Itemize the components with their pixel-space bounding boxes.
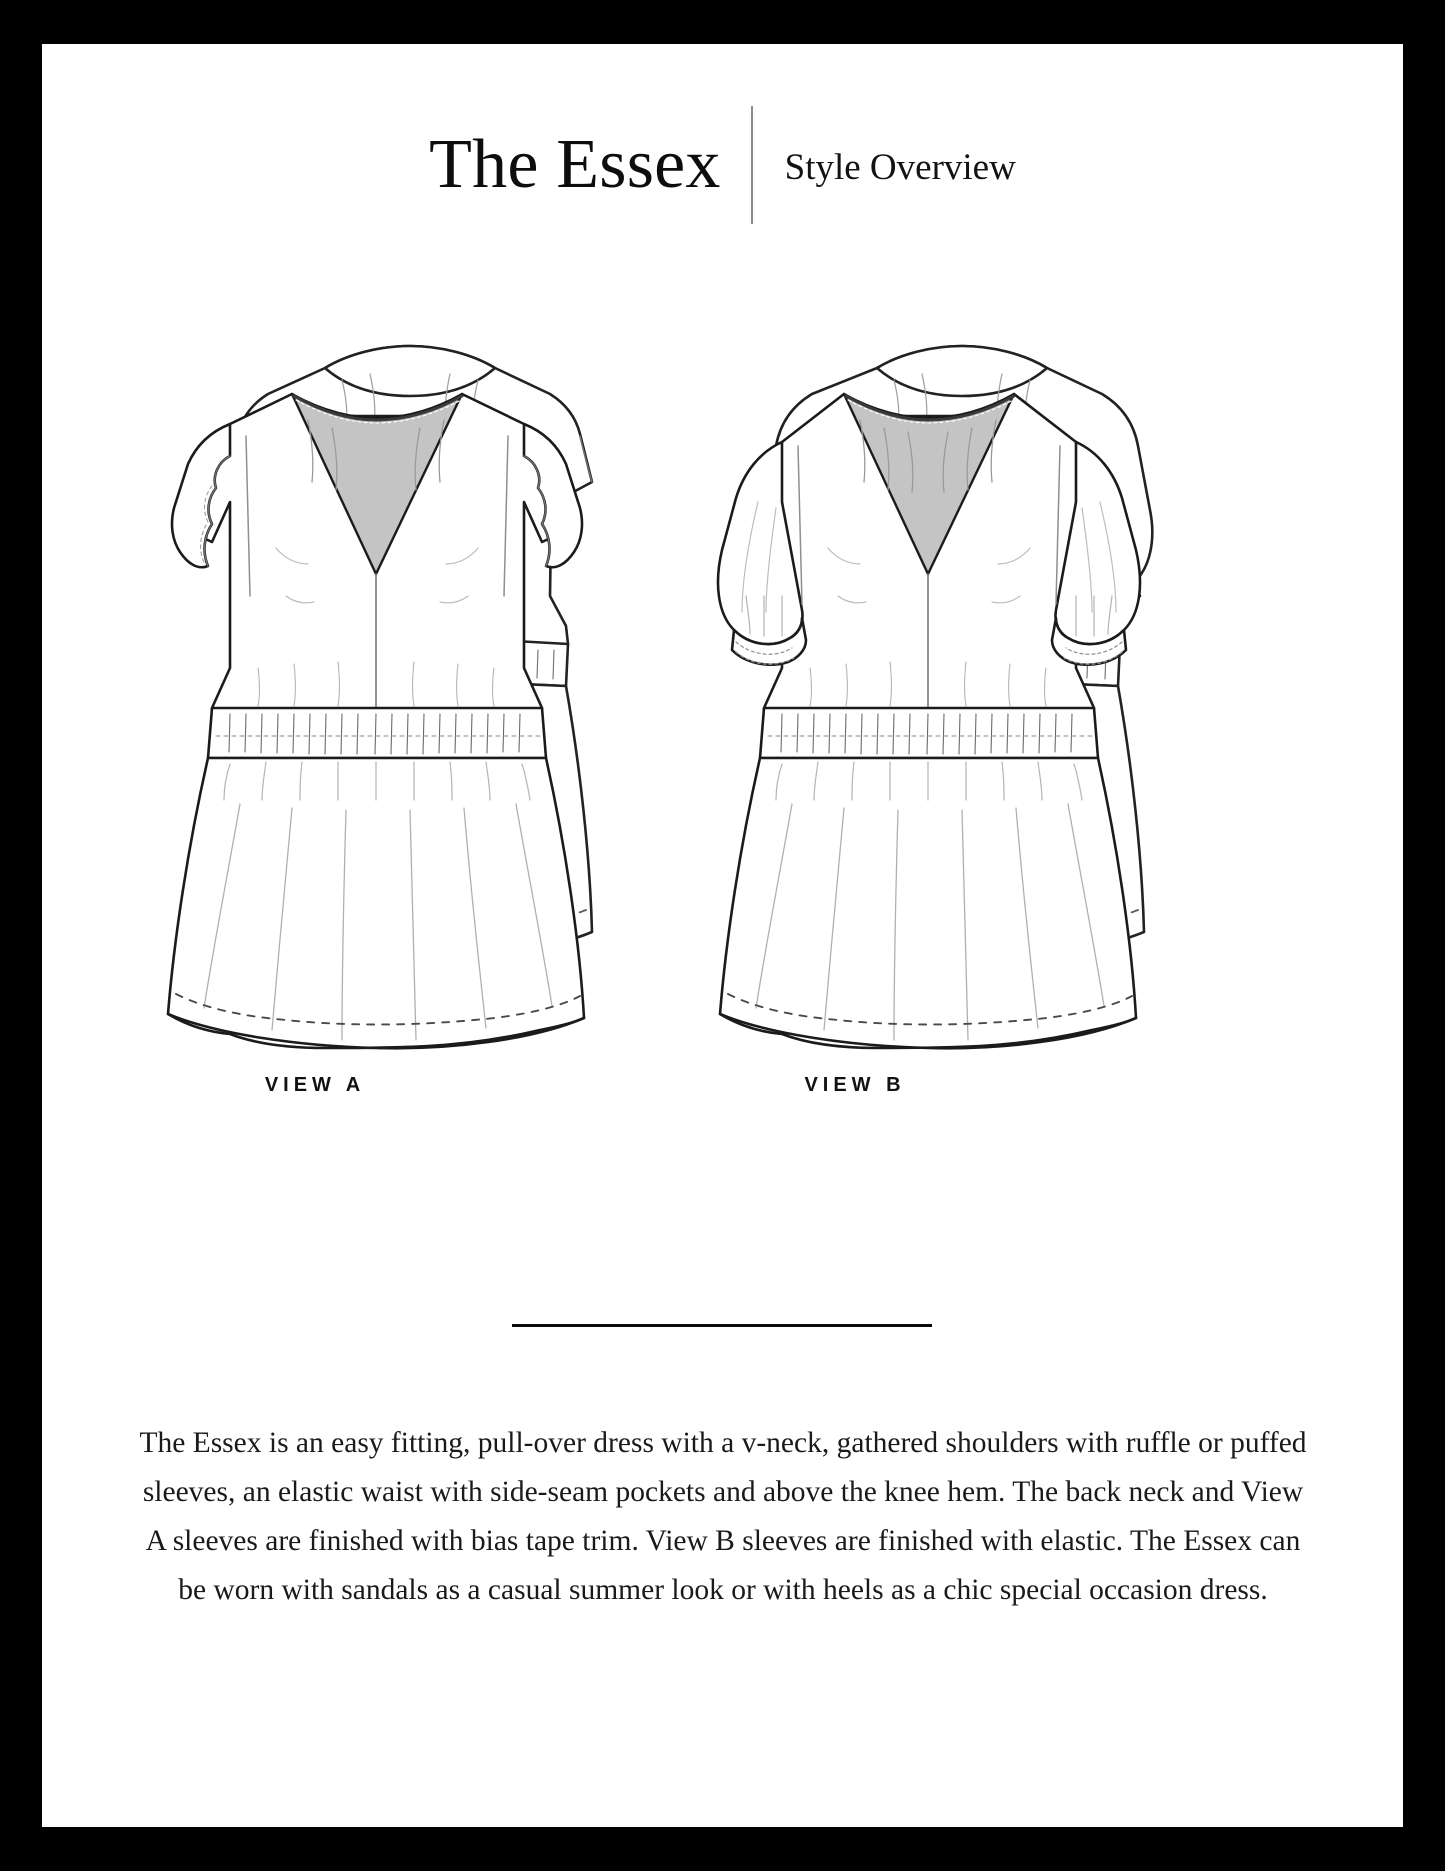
page-header [42, 106, 1403, 224]
view-b-label: VIEW B [804, 1074, 906, 1096]
view-a-label: VIEW A [264, 1074, 366, 1096]
section-divider-rule [512, 1324, 932, 1327]
style-description: The Essex is an easy fitting, pull-over dress with a v-neck, gathered shoulders with ruffle or puffed sleeves, an elastic waist with side-seam pockets and above the knee hem. The back neck and View A sleeves are finished with bias tape trim. View B sleeves are finished with elastic. The Essex can be worn with sandals as a casual summer look or with heels as a chic special occasion dress. [139, 1426, 1307, 1606]
technical-flats-area [42, 296, 1403, 1056]
document-page [42, 44, 1403, 1827]
view-a-illustration [80, 296, 680, 1056]
view-captions [42, 1074, 1403, 1114]
page-title: The Essex [429, 126, 721, 203]
page-subtitle: Style Overview [784, 146, 1016, 188]
view-b-illustration [632, 296, 1232, 1056]
view-a-front [168, 394, 584, 1048]
view-b-front [718, 394, 1140, 1048]
